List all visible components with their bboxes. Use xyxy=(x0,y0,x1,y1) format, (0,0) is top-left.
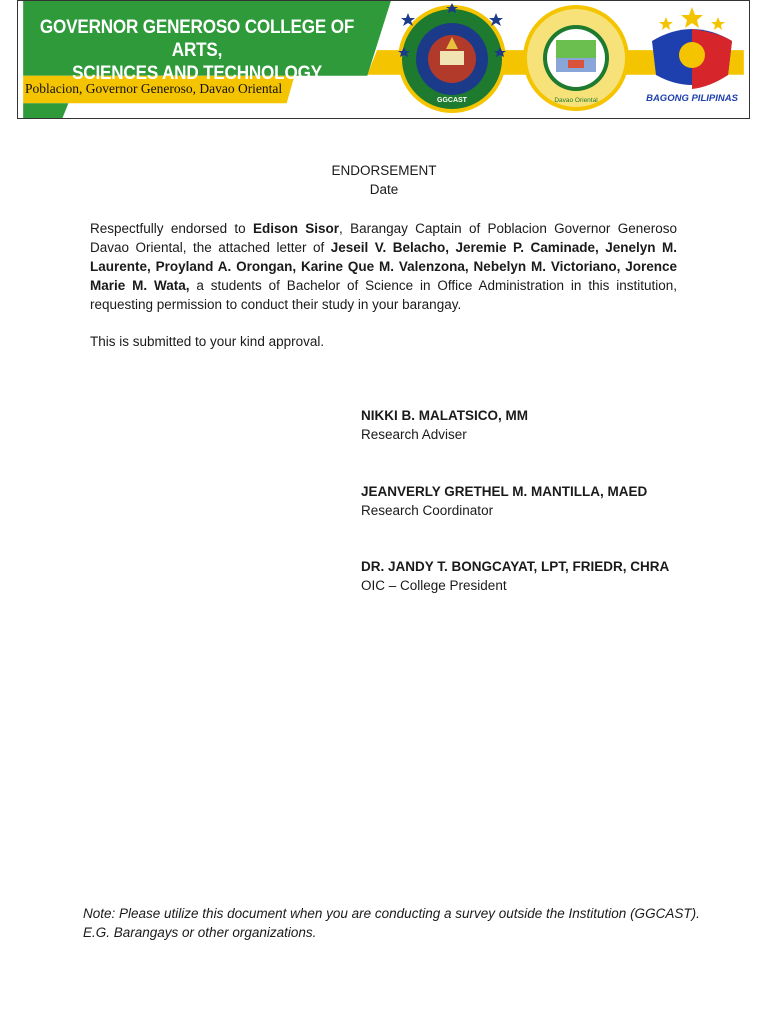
signatory-president xyxy=(361,557,669,595)
signatory-name: NIKKI B. MALATSICO, MM xyxy=(361,408,528,423)
signatory-name: DR. JANDY T. BONGCAYAT, LPT, FRIEDR, CHRA xyxy=(361,559,670,574)
svg-text:GGCAST: GGCAST xyxy=(437,97,467,104)
approval-paragraph: This is submitted to your kind approval. xyxy=(90,334,325,349)
signatory-coordinator xyxy=(361,482,647,520)
school-name-line2: SCIENCES AND TECHNOLOGY xyxy=(72,63,322,84)
school-address: Poblacion, Governor Generoso, Davao Oriental xyxy=(25,81,283,96)
document-title: ENDORSEMENT xyxy=(331,163,437,178)
school-name-line1: GOVERNOR GENEROSO COLLEGE OF ARTS, xyxy=(39,17,355,61)
para-text-2: , Barangay Captain of Poblacion Governor Generoso Davao Oriental, the attached letter of xyxy=(90,221,677,255)
bagong-pilipinas-logo xyxy=(642,3,742,105)
signatory-adviser xyxy=(361,406,528,444)
date-label: Date xyxy=(369,182,399,197)
note-line-1: Note: Please utilize this document when you are conducting a survey outside the Institution (GGCAST). xyxy=(83,906,700,921)
note-line-2: E.G. Barangays or other organizations. xyxy=(83,925,317,940)
endorsement-paragraph xyxy=(90,219,677,314)
recipient-name: Edison Sisor xyxy=(252,221,340,236)
letterhead-banner xyxy=(17,0,750,119)
svg-text:BAGONG PILIPINAS: BAGONG PILIPINAS xyxy=(646,93,738,104)
signatory-name: JEANVERLY GRETHEL M. MANTILLA, MAED xyxy=(361,484,648,499)
para-text-1: Respectfully endorsed to xyxy=(90,221,253,236)
svg-text:Davao Oriental: Davao Oriental xyxy=(554,97,598,104)
signatory-role: Research Coordinator xyxy=(361,503,494,518)
usage-note xyxy=(83,904,723,942)
para-text-3: a students of Bachelor of Science in Office Administration in this institution, requesting permission to conduct their study in your barangay. xyxy=(90,278,677,312)
college-seal-logo xyxy=(396,3,508,115)
school-name xyxy=(36,16,358,85)
signatory-role: OIC – College President xyxy=(361,578,507,593)
signatory-role: Research Adviser xyxy=(361,427,467,442)
municipality-seal-logo xyxy=(522,2,630,114)
student-names: Jeseil V. Belacho, Jeremie P. Caminade, Jenelyn M. Laurente, Proyland A. Orongan, Karine Que M. Valenzona, Nebelyn M. Victoriano, Jorence Marie M. Wata, xyxy=(90,240,677,293)
